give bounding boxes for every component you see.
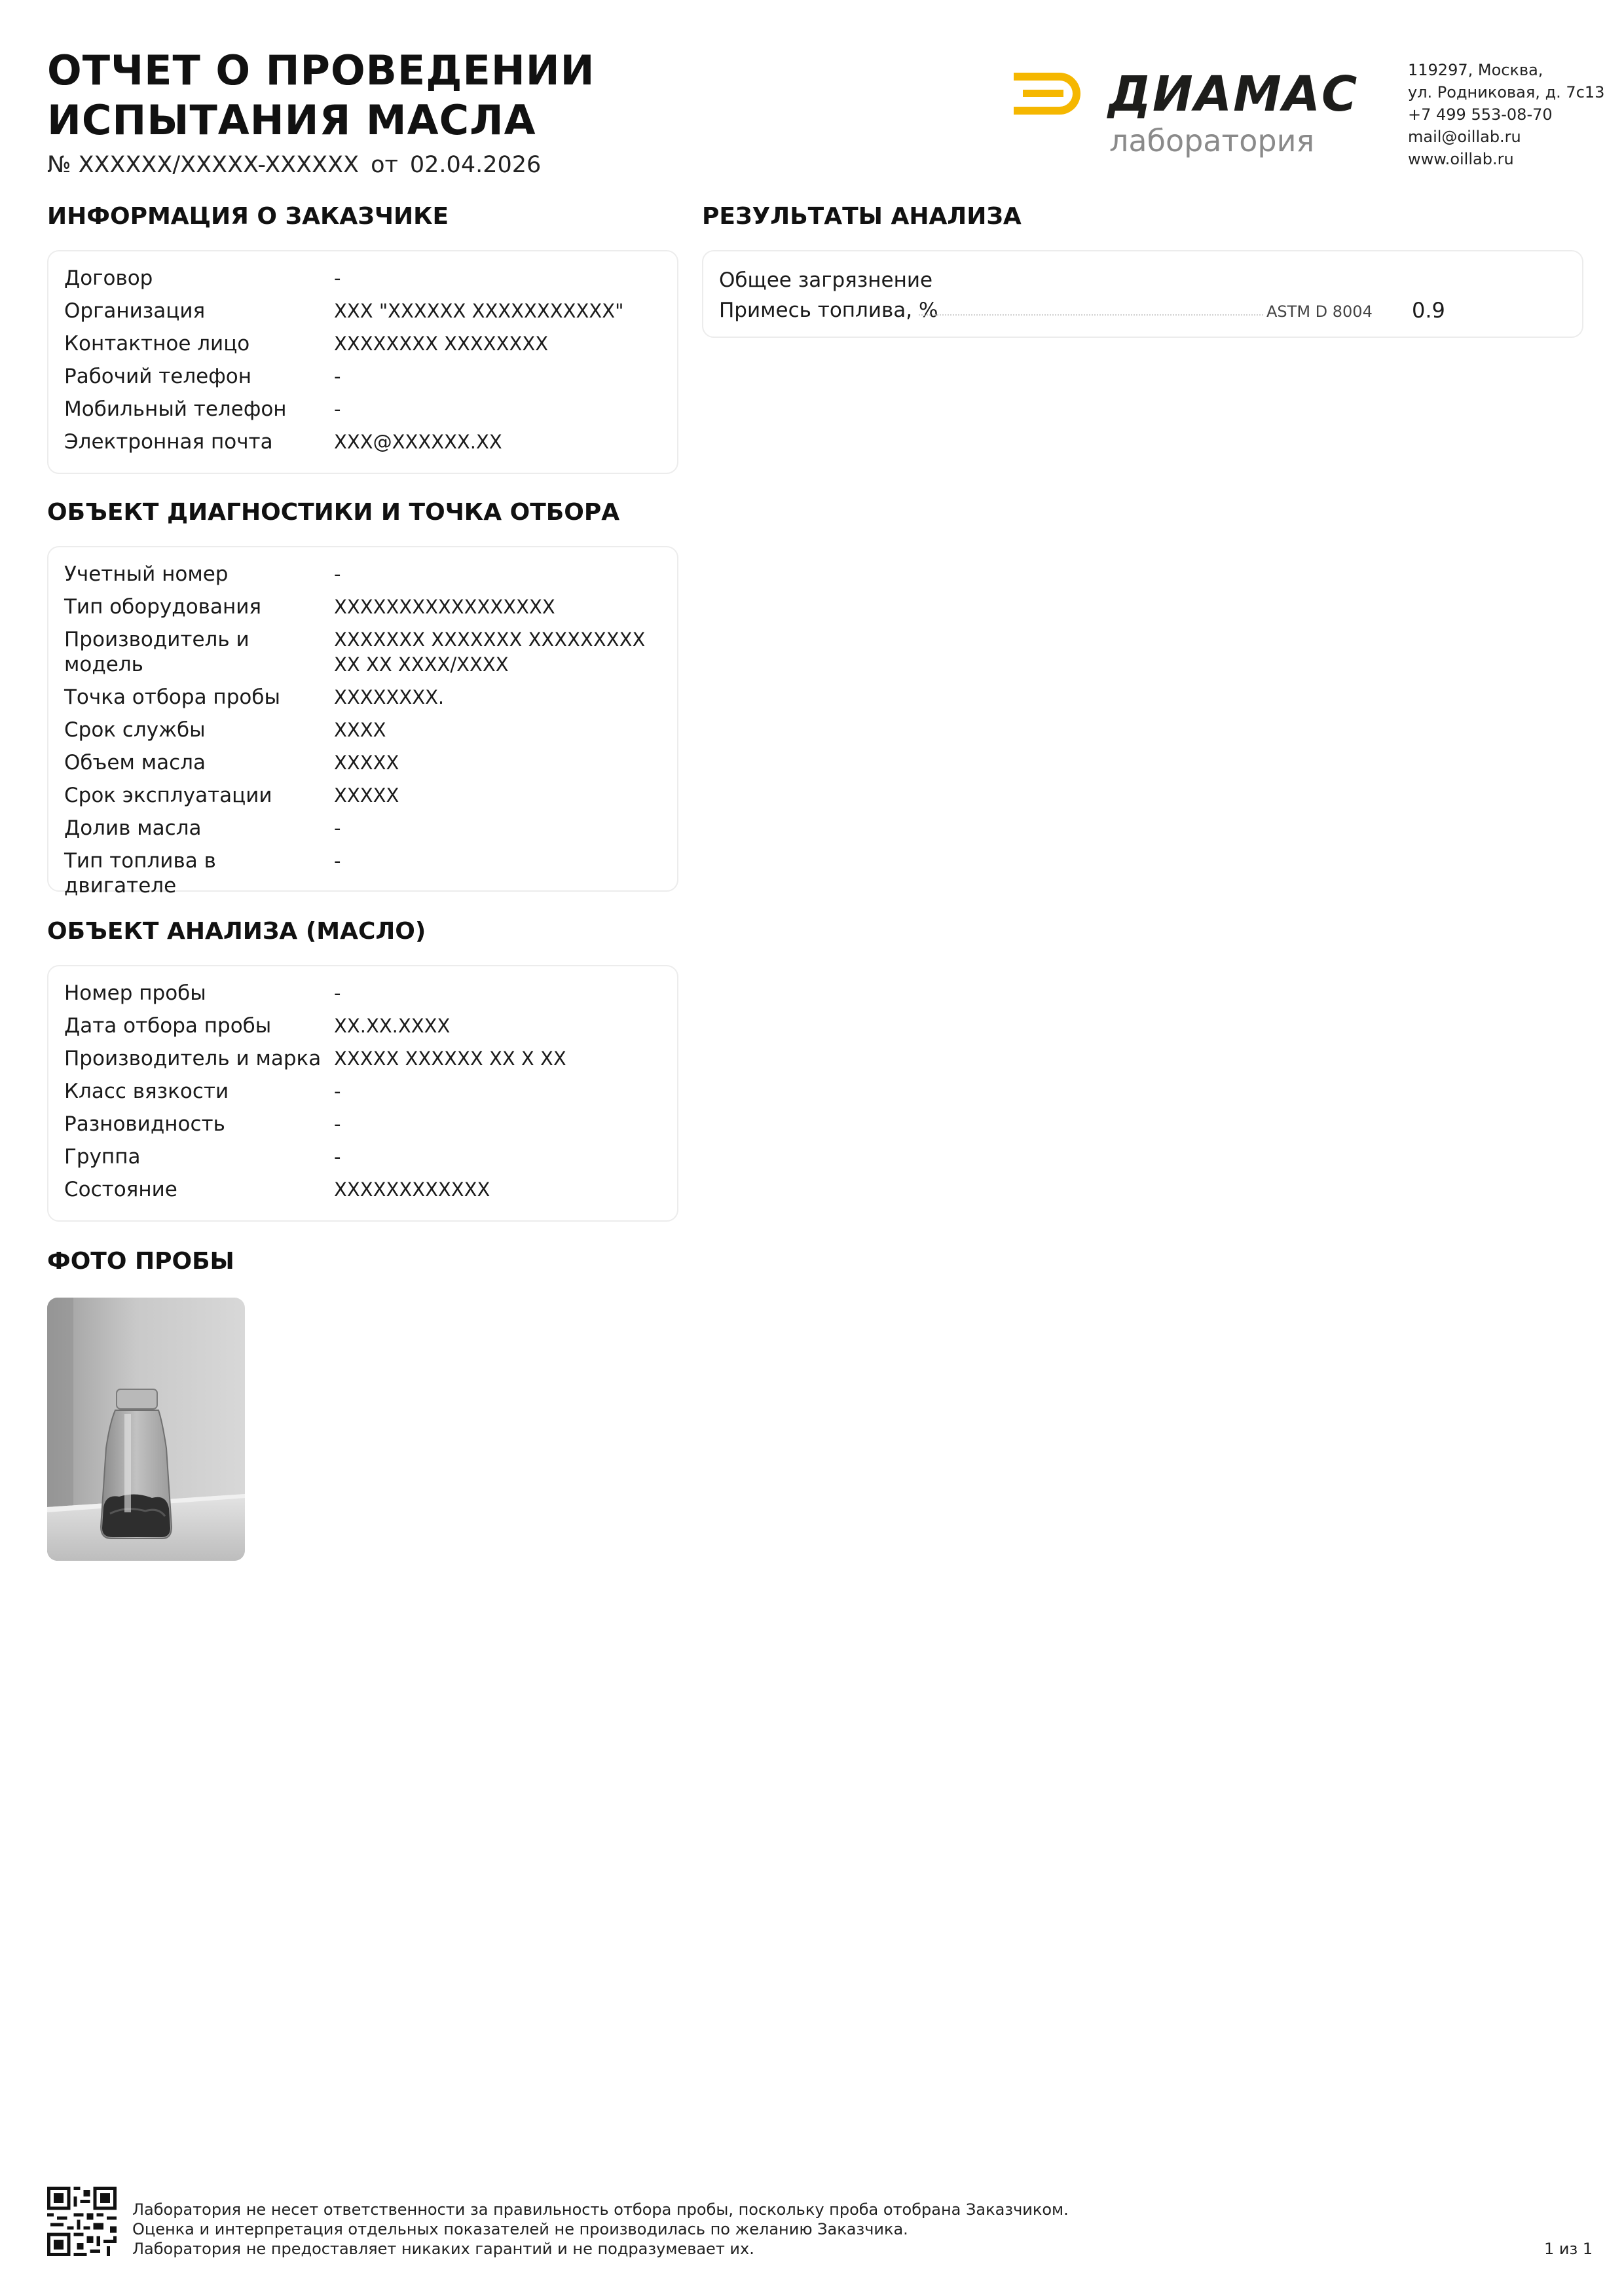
disclaimer-line-3: Лаборатория не предоставляет никаких гарантий и не подразумевает их. <box>132 2240 754 2258</box>
diamas-logo-icon <box>1014 71 1086 117</box>
object-card <box>47 546 678 898</box>
customer-table <box>64 266 664 462</box>
row-label: Мобильный телефон <box>64 397 287 421</box>
object-row-equipment-type <box>64 594 664 619</box>
row-value: XXXX <box>334 719 386 741</box>
row-value: - <box>334 1113 341 1135</box>
row-value: XXXXXXXX XXXXXXXX <box>334 333 549 355</box>
document-number-line <box>47 152 541 178</box>
customer-row-contact-person <box>64 331 664 356</box>
customer-section-title: ИНФОРМАЦИЯ О ЗАКАЗЧИКЕ <box>47 203 449 230</box>
object-row-operating-time <box>64 783 664 808</box>
customer-row-organization <box>64 299 664 323</box>
object-section-title: ОБЪЕКТ ДИАГНОСТИКИ И ТОЧКА ОТБОРА <box>47 499 620 526</box>
customer-row-mobile-phone <box>64 397 664 422</box>
document-date: 02.04.2026 <box>409 152 542 178</box>
object-row-account-number <box>64 562 664 587</box>
company-logo <box>1014 65 1380 164</box>
oil-section-title: ОБЪЕКТ АНАЛИЗА (МАСЛО) <box>47 918 426 945</box>
report-title-line-1: ОТЧЕТ О ПРОВЕДЕНИИ <box>47 46 595 94</box>
row-value: XXXXX <box>334 784 399 807</box>
row-label: Производитель и модель <box>64 628 249 676</box>
row-label: Тип топлива в двигателе <box>64 849 216 898</box>
logo-name: ДИАМАС <box>1108 66 1359 122</box>
oil-card <box>47 965 678 1222</box>
row-value: - <box>334 267 341 289</box>
oil-row-manufacturer-brand <box>64 1046 664 1071</box>
row-value: XXXXXXXX. <box>334 686 445 708</box>
row-value: XXXXX XXXXXX XX X XX <box>334 1048 566 1070</box>
customer-card <box>47 250 678 474</box>
result-name: Примесь топлива, % <box>719 299 938 322</box>
row-value: XXX "XXXXXX XXXXXXXXXXX" <box>334 300 624 322</box>
row-label: Электронная почта <box>64 430 273 454</box>
date-prefix: от <box>371 152 398 178</box>
row-label: Номер пробы <box>64 981 206 1005</box>
customer-row-work-phone <box>64 364 664 389</box>
oil-row-sampling-date <box>64 1013 664 1038</box>
photo-section-title: ФОТО ПРОБЫ <box>47 1248 234 1275</box>
row-label: Группа <box>64 1145 141 1169</box>
contact-website: www.oillab.ru <box>1408 150 1514 168</box>
results-card <box>702 250 1583 338</box>
row-value: XXXXXXX XXXXXXX XXXXXXXXX XX XX XXXX/XXXX <box>334 629 646 676</box>
row-value: - <box>334 563 341 585</box>
row-label: Рабочий телефон <box>64 365 251 388</box>
object-row-oil-top-up <box>64 816 664 841</box>
logo-subtitle: лаборатория <box>1109 123 1315 158</box>
object-row-service-life <box>64 718 664 742</box>
customer-row-contract <box>64 266 664 291</box>
disclaimer-line-1: Лаборатория не несет ответственности за правильность отбора пробы, поскольку проба отобрана Заказчиком. <box>132 2200 1069 2219</box>
result-row-fuel-impurity <box>719 297 1445 323</box>
row-value: - <box>334 398 341 420</box>
results-section-title: РЕЗУЛЬТАТЫ АНАЛИЗА <box>702 203 1022 230</box>
disclaimer-line-2: Оценка и интерпретация отдельных показателей не производилась по желанию Заказчика. <box>132 2220 908 2238</box>
row-label: Организация <box>64 299 206 323</box>
row-value: - <box>334 817 341 839</box>
row-label: Контактное лицо <box>64 332 250 355</box>
row-label: Класс вязкости <box>64 1080 229 1103</box>
row-label: Договор <box>64 266 153 290</box>
row-label: Разновидность <box>64 1112 225 1136</box>
oil-row-sample-number <box>64 981 664 1006</box>
row-label: Срок эксплуатации <box>64 784 272 807</box>
row-value: XXXXXXXXXXXXXXXXX <box>334 596 555 618</box>
result-value: 0.9 <box>1412 298 1445 323</box>
row-value: - <box>334 982 341 1004</box>
result-leader-dots <box>919 314 1318 316</box>
oil-table <box>64 981 664 1210</box>
sample-photo[interactable] <box>47 1298 245 1561</box>
results-group-title: Общее загрязнение <box>719 268 933 292</box>
result-method: ASTM D 8004 <box>1264 300 1375 323</box>
object-table <box>64 562 664 906</box>
row-label: Долив масла <box>64 816 202 840</box>
row-value: - <box>334 365 341 388</box>
object-row-fuel-type <box>64 848 664 898</box>
qr-code-icon <box>47 2187 117 2256</box>
row-label: Точка отбора пробы <box>64 685 280 709</box>
contact-phone: +7 499 553-08-70 <box>1408 105 1553 124</box>
row-label: Объем масла <box>64 751 206 774</box>
object-row-manufacturer-model <box>64 627 664 677</box>
oil-row-group <box>64 1144 664 1169</box>
row-label: Учетный номер <box>64 562 229 586</box>
page-number: 1 из 1 <box>1544 2240 1593 2258</box>
footer-disclaimer <box>132 2200 1069 2259</box>
customer-row-email <box>64 429 664 454</box>
row-label: Срок службы <box>64 718 206 742</box>
row-label: Дата отбора пробы <box>64 1014 272 1038</box>
row-value: - <box>334 1146 341 1168</box>
contact-address-street: ул. Родниковая, д. 7с13 <box>1408 83 1605 101</box>
row-value: XX.XX.XXXX <box>334 1015 451 1037</box>
oil-row-condition <box>64 1177 664 1202</box>
contacts-block <box>1408 59 1604 170</box>
report-title-line-2: ИСПЫТАНИЯ МАСЛА <box>47 96 536 144</box>
row-value: - <box>334 1080 341 1102</box>
oil-row-viscosity-class <box>64 1079 664 1104</box>
row-value: XXXXXXXXXXXX <box>334 1178 490 1201</box>
row-label: Производитель и марка <box>64 1047 322 1070</box>
contact-email: mail@oillab.ru <box>1408 128 1521 146</box>
row-label: Состояние <box>64 1178 177 1201</box>
contact-address-city: 119297, Москва, <box>1408 61 1543 79</box>
row-value: XXXXX <box>334 752 399 774</box>
row-value: XXX@XXXXXX.XX <box>334 431 502 453</box>
sample-bottle-image <box>47 1298 245 1561</box>
object-row-sampling-point <box>64 685 664 710</box>
document-number: № XXXXXX/XXXXX-XXXXXX <box>47 152 360 178</box>
oil-row-variety <box>64 1112 664 1137</box>
report-title <box>47 46 595 145</box>
object-row-oil-volume <box>64 750 664 775</box>
row-value: - <box>334 850 341 872</box>
row-label: Тип оборудования <box>64 595 262 619</box>
